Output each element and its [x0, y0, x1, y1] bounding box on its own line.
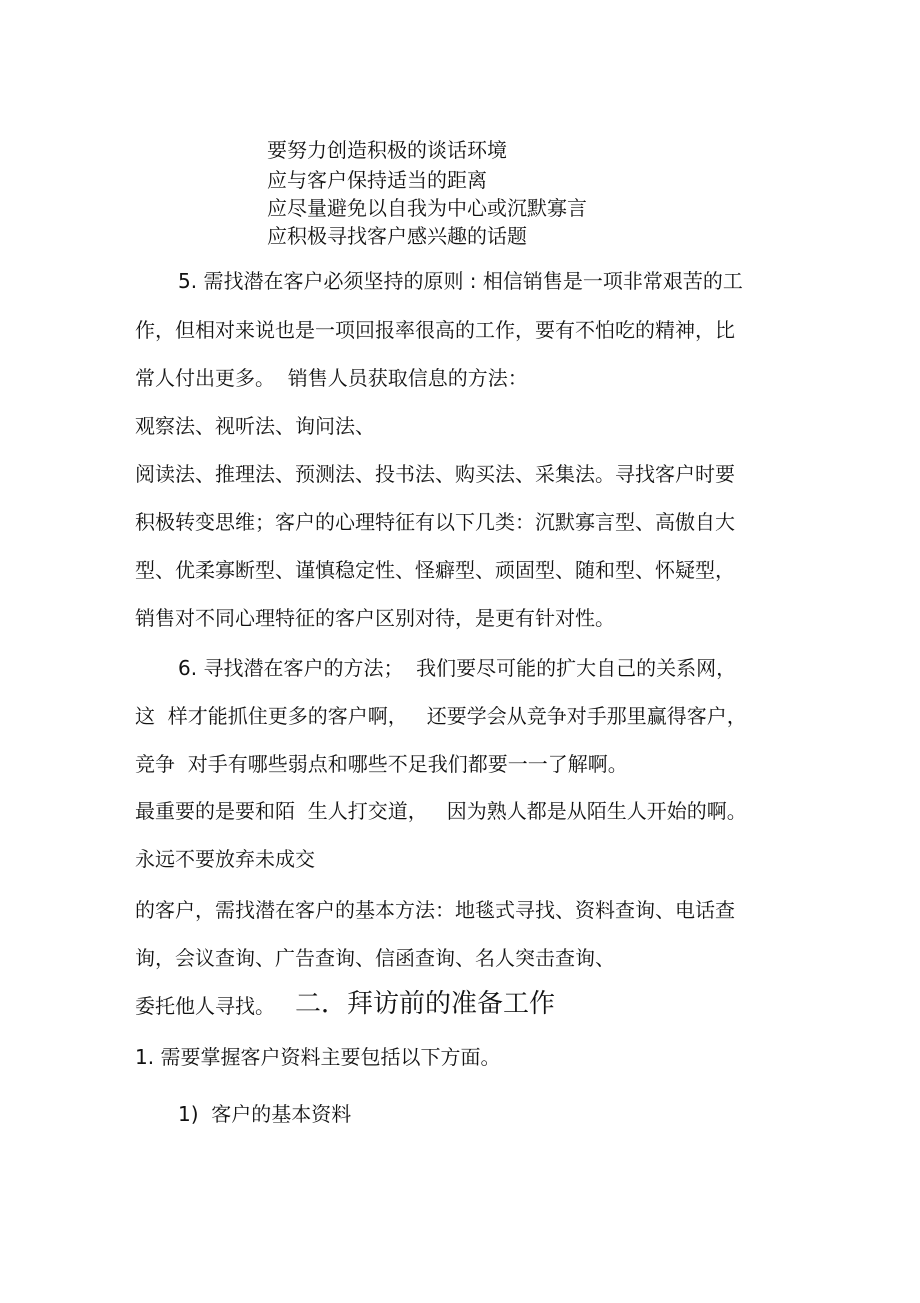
paragraph-6-line-2: 这 样才能抓住更多的客户啊， 还要学会从竞争对手那里赢得客户， — [135, 704, 747, 728]
paragraph-5-line-2: 作，但相对来说也是一项回报率很高的工作，要有不怕吃的精神，比 — [135, 318, 735, 342]
paragraph-5-line-5: 阅读法、推理法、预测法、投书法、购买法、采集法。寻找客户时要 — [135, 462, 735, 486]
paragraph-5-line-4: 观察法、视听法、询问法、 — [135, 414, 375, 438]
paragraph-5-line-1: 5. 需找潜在客户必须坚持的原则 : 相信销售是一项非常艰苦的工 — [178, 269, 743, 293]
bullet-line-2: 应与客户保持适当的距离 — [267, 168, 487, 192]
bullet-line-3: 应尽量避免以自我为中心或沉默寡言 — [267, 196, 587, 220]
paragraph-6-line-6: 的客户，需找潜在客户的基本方法：地毯式寻找、资料查询、电话查 — [135, 898, 735, 922]
bullet-line-1: 要努力创造积极的谈话环境 — [267, 138, 507, 162]
paragraph-6-line-5: 永远不要放弃未成交 — [135, 847, 315, 871]
paragraph-6-line-3: 竞争 对手有哪些弱点和哪些不足我们都要一一了解啊。 — [135, 752, 628, 776]
paragraph-5-line-7: 型、优柔寡断型、谨慎稳定性、怪癖型、顽固型、随和型、怀疑型， — [135, 558, 735, 582]
sub-list-item-1: 1) 客户的基本资料 — [178, 1102, 352, 1126]
paragraph-6-line-8: 委托他人寻找。 — [135, 994, 275, 1018]
section-heading: 二．拜访前的准备工作 — [295, 989, 556, 1019]
paragraph-5-line-3: 常人付出更多。 销售人员获取信息的方法： — [135, 366, 528, 390]
bullet-line-4: 应积极寻找客户感兴趣的话题 — [267, 224, 527, 248]
paragraph-6-line-4: 最重要的是要和陌 生人打交道， 因为熟人都是从陌生人开始的啊。 — [135, 799, 747, 823]
paragraph-5-line-6: 积极转变思维；客户的心理特征有以下几类：沉默寡言型、高傲自大 — [135, 510, 735, 534]
paragraph-6-line-7: 询，会议查询、广告查询、信函查询、名人突击查询、 — [135, 946, 615, 970]
list-item-1: 1. 需要掌握客户资料主要包括以下方面。 — [135, 1045, 501, 1069]
paragraph-6-line-1: 6. 寻找潜在客户的方法； 我们要尽可能的扩大自己的关系网， — [178, 656, 737, 680]
paragraph-5-line-8: 销售对不同心理特征的客户区别对待，是更有针对性。 — [135, 606, 615, 630]
